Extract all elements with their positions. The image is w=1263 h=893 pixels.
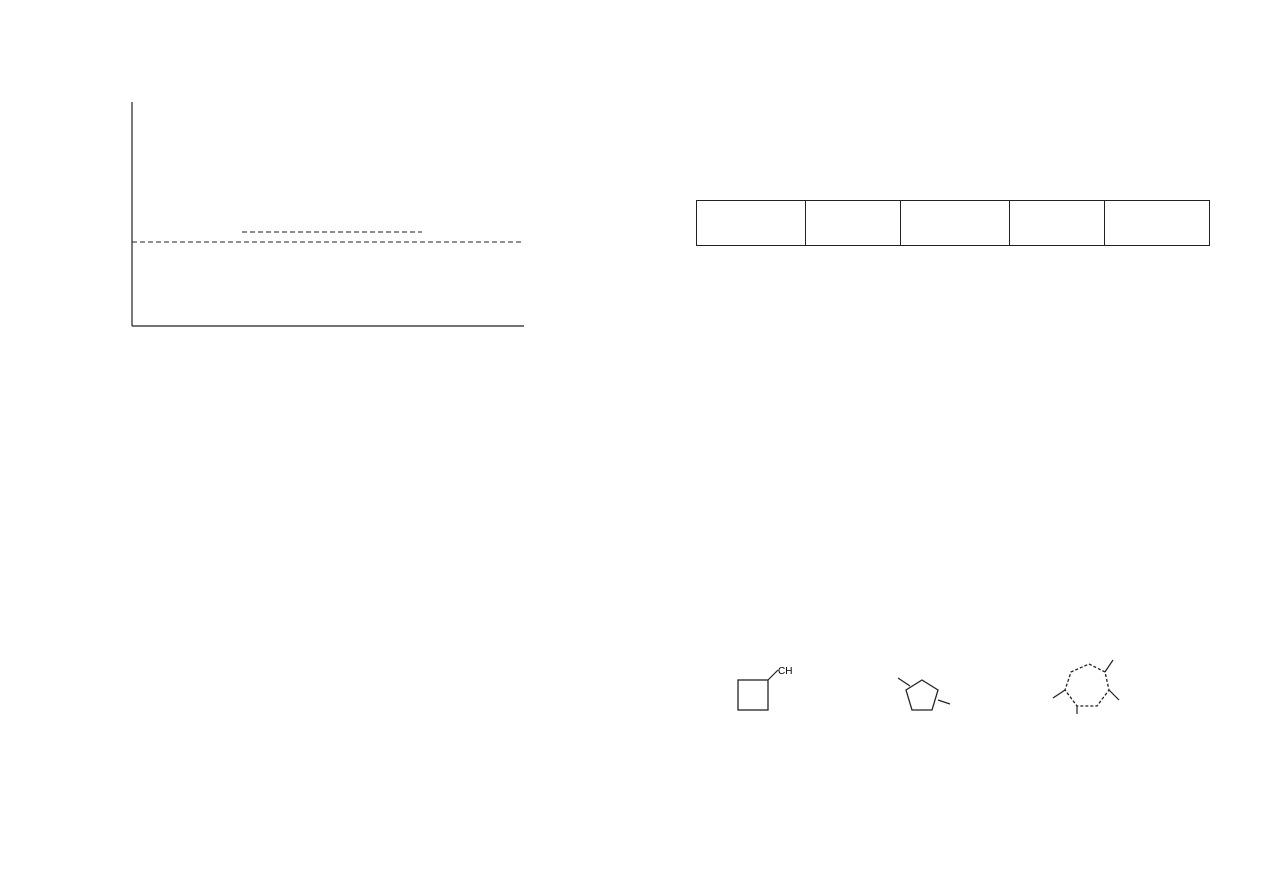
header-name [697, 201, 806, 246]
bromoethylcyclopentane-structure [852, 660, 972, 728]
properties-table [696, 200, 1210, 246]
methylcyclobutane-structure [722, 660, 802, 716]
header-formula [806, 201, 901, 246]
header-structure [901, 201, 1010, 246]
trichloromethylcycloheptane-structure [1027, 652, 1147, 728]
header-boiling-point [1010, 201, 1105, 246]
methyl-group: CH [778, 666, 793, 677]
left-page [0, 0, 630, 893]
header-melting-point [1105, 201, 1210, 246]
butane-energy-diagram [92, 94, 532, 334]
table-header-row [697, 201, 1210, 246]
right-page [632, 0, 1263, 893]
